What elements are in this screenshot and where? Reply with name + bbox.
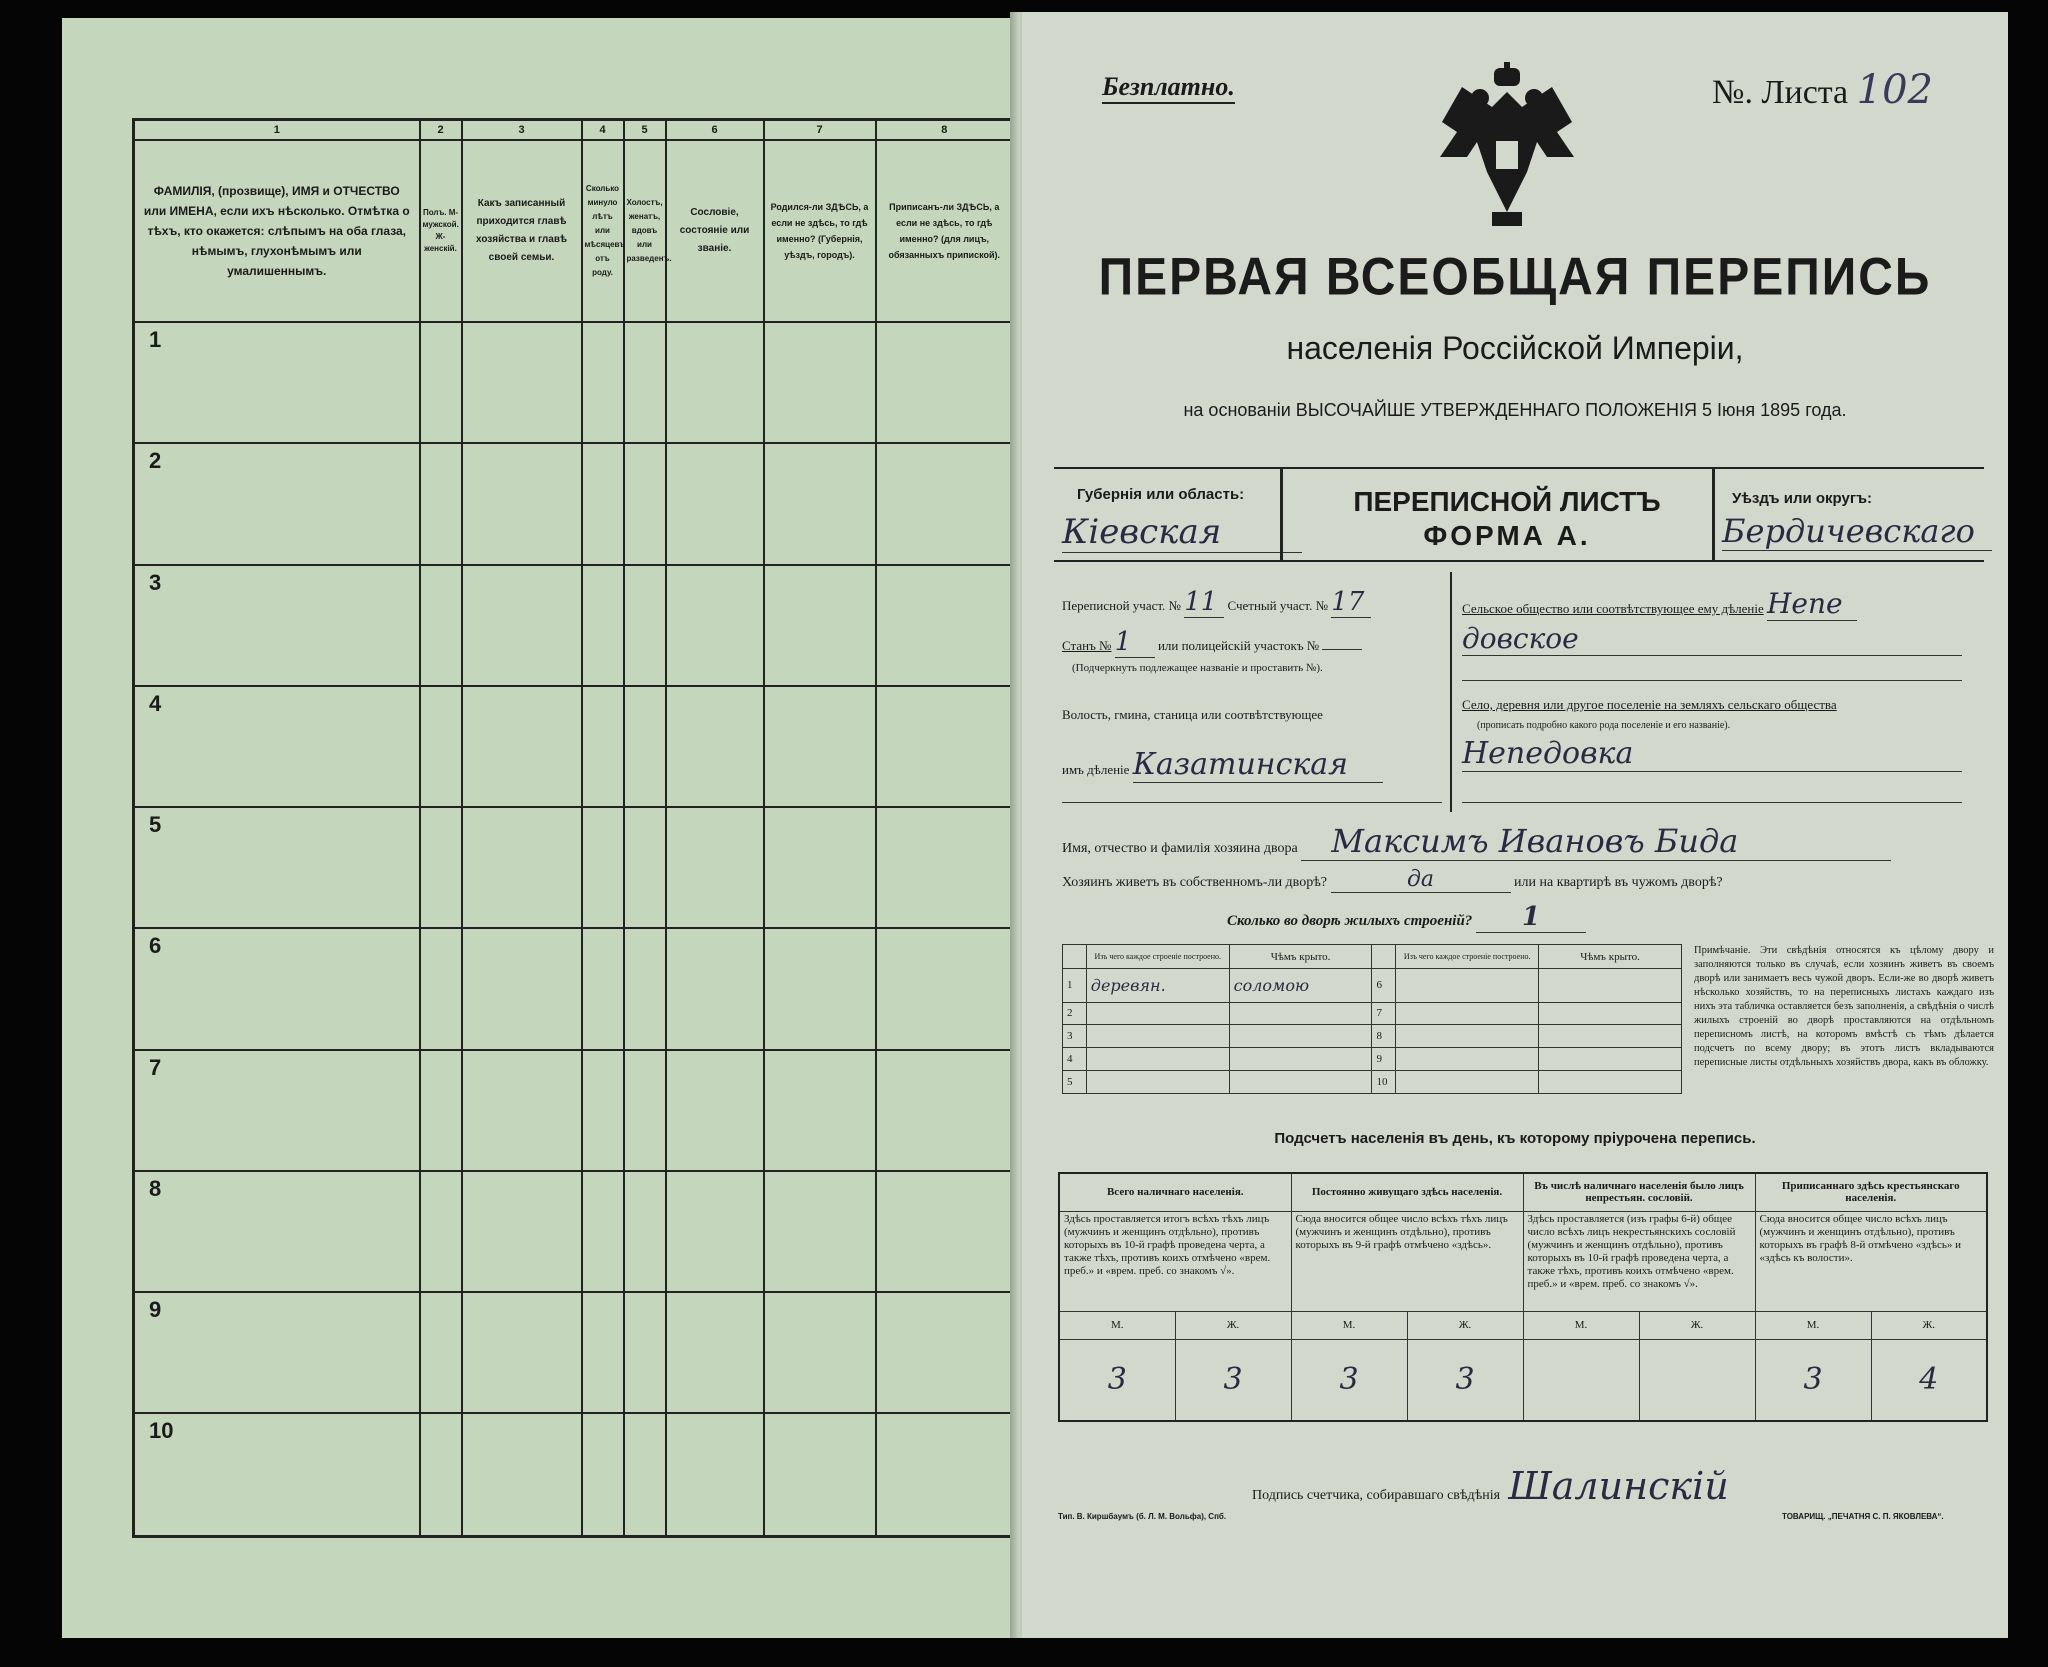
residence-row (1062, 867, 1723, 893)
column-number: 3 (462, 120, 582, 141)
sex-label: Ж. (1639, 1311, 1755, 1339)
material-header: Изъ чего каждое строеніе построено. (1086, 945, 1229, 969)
row-number: 5 (134, 807, 420, 928)
summary-value: 3 (1291, 1339, 1407, 1421)
summary-header: Всего наличнаго населенія. (1059, 1173, 1291, 1211)
table-row (134, 443, 1014, 564)
column-number: 4 (582, 120, 624, 141)
roof-header: Чѣмъ крыто. (1229, 945, 1372, 969)
rural-society-label: Сельское общество или соотвѣтствующее ему дѣленіе (1462, 601, 1764, 616)
population-summary-table (1058, 1172, 1988, 1422)
legal-basis: на основаніи ВЫСОЧАЙШЕ УТВЕРЖДЕННАГО ПОЛОЖЕНІЯ 5 Іюня 1895 года. (1183, 400, 1847, 420)
sex-label: М. (1059, 1311, 1175, 1339)
province-label: Губернія или область: (1077, 486, 1245, 503)
sex-label: Ж. (1407, 1311, 1523, 1339)
summary-header: Постоянно живущаго здѣсь населенія. (1291, 1173, 1523, 1211)
village-label: Село, деревня или другое поселеніе на земляхъ сельскаго общества (1462, 697, 1837, 712)
row-number: 8 (134, 1171, 420, 1292)
free-label: Безплатно. (1102, 72, 1235, 104)
column-header-row (134, 140, 1014, 322)
row-number: 7 (134, 1050, 420, 1171)
header-name: ФАМИЛІЯ, (прозвище), ИМЯ и ОТЧЕСТВО или ИМЕНА, если ихъ нѣсколько. Отмѣтка о тѣхъ, кто окажется: слѣпымъ на оба глаза, нѣмымъ, глухонѣмымъ или умалишеннымъ. (134, 140, 420, 322)
owner-row (1062, 822, 1891, 861)
column-number: 5 (624, 120, 666, 141)
signature-label: Подпись счетчика, собиравшаго свѣдѣнія (1252, 1488, 1501, 1503)
sex-label: Ж. (1175, 1311, 1291, 1339)
table-row (134, 686, 1014, 807)
village-value: Непедовка (1462, 736, 1962, 772)
row-number: 9 (134, 1292, 420, 1413)
counting-section-value: 17 (1331, 587, 1371, 618)
sex-label: Ж. (1871, 1311, 1987, 1339)
form-title: ПЕРЕПИСНОЙ ЛИСТЪ (1353, 486, 1661, 517)
column-number: 2 (420, 120, 462, 141)
volost-value: Казатинская (1133, 747, 1383, 783)
province-value: Кіевская (1062, 512, 1302, 553)
stan-value: 1 (1115, 627, 1155, 658)
building-material: деревян. (1086, 969, 1229, 1003)
building-row-number: 9 (1372, 1048, 1396, 1071)
header-registration: Приписанъ-ли ЗДѢСЬ, а если не здѣсь, то гдѣ именно? (для лицъ, обязанныхъ припиской). (876, 140, 1014, 322)
row-number: 2 (134, 443, 420, 564)
sex-label: М. (1523, 1311, 1639, 1339)
summary-value: 4 (1871, 1339, 1987, 1421)
sex-label: М. (1755, 1311, 1871, 1339)
building-row-number: 4 (1063, 1048, 1087, 1071)
census-section-value: 11 (1184, 587, 1224, 618)
counting-section-label: Счетный участ. № (1227, 598, 1329, 613)
table-row (134, 807, 1014, 928)
double-headed-eagle-emblem (1432, 62, 1582, 232)
summary-header: Приписаннаго здѣсь крестьянскаго населенія. (1755, 1173, 1987, 1211)
building-row-number: 3 (1063, 1025, 1087, 1048)
table-row (134, 1413, 1014, 1536)
header-birthplace: Родился-ли ЗДѢСЬ, а если не здѣсь, то гдѣ именно? (Губернія, уѣздъ, городъ). (764, 140, 876, 322)
census-section-label: Переписной участ. № (1062, 598, 1181, 613)
material-header: Изъ чего каждое строеніе построено. (1396, 945, 1539, 969)
column-number-row (134, 120, 1014, 141)
owner-value: Максимъ Ивановъ Бида (1301, 822, 1891, 861)
table-row (134, 1292, 1014, 1413)
village-note: (прописать подробно какого рода поселеніе и его названіе). (1477, 720, 1731, 731)
row-number: 6 (134, 928, 420, 1049)
header-sex: Полъ. М-мужской. Ж-женскій. (420, 140, 462, 322)
owner-label: Имя, отчество и фамилія хозяина двора (1062, 841, 1298, 856)
summary-note: Здѣсь проставляется (изъ графы 6-й) общее число всѣхъ лицъ некрестьянскихъ сословій (мужчинъ и женщинъ отдѣльно), противъ которыхъ въ 10-й графѣ проведена черта, а также тѣхъ, противъ коихъ отмѣчено «врем. преб.» и «врем. преб. со знакомъ √». (1523, 1211, 1755, 1311)
document-subtitle: населенія Россійской Имперіи, (1286, 330, 1744, 366)
summary-value (1523, 1339, 1639, 1421)
building-row-number: 6 (1372, 969, 1396, 1003)
census-section-row (1062, 587, 1371, 618)
row-number: 10 (134, 1413, 420, 1536)
police-label: или полицейскій участокъ № (1157, 638, 1320, 653)
column-number: 1 (134, 120, 420, 141)
column-number: 8 (876, 120, 1014, 141)
form-subtitle: ФОРМА А. (1423, 520, 1591, 551)
summary-value: 3 (1175, 1339, 1291, 1421)
building-row-number: 2 (1063, 1002, 1087, 1025)
census-entries-table (132, 118, 1015, 1538)
stan-row (1062, 627, 1362, 658)
column-number: 7 (764, 120, 876, 141)
column-number: 6 (666, 120, 764, 141)
summary-value (1639, 1339, 1755, 1421)
sheet-number: 102 (1856, 67, 1934, 113)
buildings-label: Сколько во дворѣ жилыхъ строеній? (1227, 913, 1473, 929)
summary-note: Здѣсь проставляется итогъ всѣхъ тѣхъ лицъ (мужчинъ и женщинъ отдѣльно), противъ которыхъ въ 10-й графѣ проведена черта, а также тѣхъ, противъ коихъ отмѣчено «врем. преб.» и «врем. преб. со знакомъ √». (1059, 1211, 1291, 1311)
printer-left: Тип. В. Киршбаумъ (б. Л. М. Вольфа), Спб. (1058, 1512, 1227, 1521)
own-yard-value: да (1331, 867, 1511, 893)
buildings-value: 1 (1476, 902, 1586, 933)
own-yard-label: Хозяинъ живетъ въ собственномъ-ли дворѣ? (1062, 875, 1328, 890)
note-text: Примѣчаніе. Эти свѣдѣнія относятся къ цѣлому двору и заполняются только въ случаѣ, если хозяинъ живетъ въ своемъ дворѣ или занимаетъ весь чужой дворъ. Если-же во дворѣ живетъ нѣсколько хозяйствъ, то на переписныхъ листахъ каждаго изъ нихъ эта табличка оставляется безъ заполненія, а свѣдѣнія о числѣ жилыхъ строеній во дворѣ проставляются на отдѣльномъ переписномъ листѣ, на которомъ вмѣстѣ съ тѣмъ дѣлается подсчетъ по всему двору; въ этотъ листъ вкладываются переписные листы отдѣльныхъ хозяйствъ двора, какъ въ обложку. (1694, 945, 1994, 1068)
table-row (134, 1171, 1014, 1292)
table-row (134, 1050, 1014, 1171)
building-row-number: 5 (1063, 1071, 1087, 1094)
table-row (134, 928, 1014, 1049)
volost-row (1062, 747, 1383, 783)
header-estate: Сословіе, состояніе или званіе. (666, 140, 764, 322)
volost-label: Волость, гмина, станица или соотвѣтствующее (1062, 707, 1323, 722)
row-number: 4 (134, 686, 420, 807)
building-row-number: 10 (1372, 1071, 1396, 1094)
header-relation: Какъ записанный приходится главѣ хозяйства и главѣ своей семьи. (462, 140, 582, 322)
summary-title: Подсчетъ населенія въ день, къ которому пріурочена перепись. (1274, 1130, 1756, 1147)
row-number: 1 (134, 322, 420, 443)
summary-value: 3 (1407, 1339, 1523, 1421)
document-title: ПЕРВАЯ ВСЕОБЩАЯ ПЕРЕПИСЬ (1098, 248, 1932, 307)
printer-right: ТОВАРИЩ. „ПЕЧАТНЯ С. П. ЯКОВЛЕВА“. (1782, 1512, 1944, 1521)
stan-label: Станъ № (1062, 638, 1112, 653)
signature-row (1252, 1464, 1734, 1508)
building-roof: соломою (1229, 969, 1372, 1003)
volost-label-2: имъ дѣленіе (1062, 762, 1130, 777)
building-row-number: 8 (1372, 1025, 1396, 1048)
header-marital: Холостъ, женатъ, вдовъ или разведенъ. (624, 140, 666, 322)
rent-label: или на квартирѣ въ чужомъ дворѣ? (1514, 875, 1723, 890)
building-row-number: 7 (1372, 1002, 1396, 1025)
district-label: Уѣздъ или округъ: (1732, 490, 1873, 507)
summary-value: 3 (1059, 1339, 1175, 1421)
summary-note: Сюда вносится общее число всѣхъ тѣхъ лицъ (мужчинъ и женщинъ отдѣльно), противъ которыхъ въ 9-й графѣ отмѣчено «здѣсь». (1291, 1211, 1523, 1311)
right-page (1022, 12, 2008, 1638)
rural-society-value-continued: довское (1462, 622, 1962, 656)
sheet-label: №. Листа (1712, 74, 1849, 111)
header-age: Сколько минуло лѣтъ или мѣсяцевъ отъ роду. (582, 140, 624, 322)
summary-header: Въ числѣ наличнаго населенія было лицъ непрестьян. сословій. (1523, 1173, 1755, 1211)
row-number: 3 (134, 565, 420, 686)
roof-header: Чѣмъ крыто. (1539, 945, 1682, 969)
summary-value: 3 (1755, 1339, 1871, 1421)
buildings-row (1227, 902, 1586, 933)
rural-society-row (1462, 587, 1857, 621)
building-row-number: 1 (1063, 969, 1087, 1003)
table-row (134, 565, 1014, 686)
underline-note: (Подчеркнуть подлежащее названіе и проставить №). (1072, 662, 1323, 674)
table-row (134, 322, 1014, 443)
summary-note: Сюда вносится общее число всѣхъ лицъ (мужчинъ и женщинъ отдѣльно), противъ которыхъ въ графѣ 8-й отмѣчено «здѣсь» и «здѣсь къ волости». (1755, 1211, 1987, 1311)
signature: Шалинскій (1508, 1464, 1729, 1508)
district-value: Бердичевскаго (1722, 512, 1992, 551)
left-page (62, 18, 1022, 1638)
sex-label: М. (1291, 1311, 1407, 1339)
sheet-number-label (1712, 67, 1933, 113)
rural-society-value: Непе (1767, 587, 1857, 621)
buildings-table (1062, 944, 1682, 1094)
